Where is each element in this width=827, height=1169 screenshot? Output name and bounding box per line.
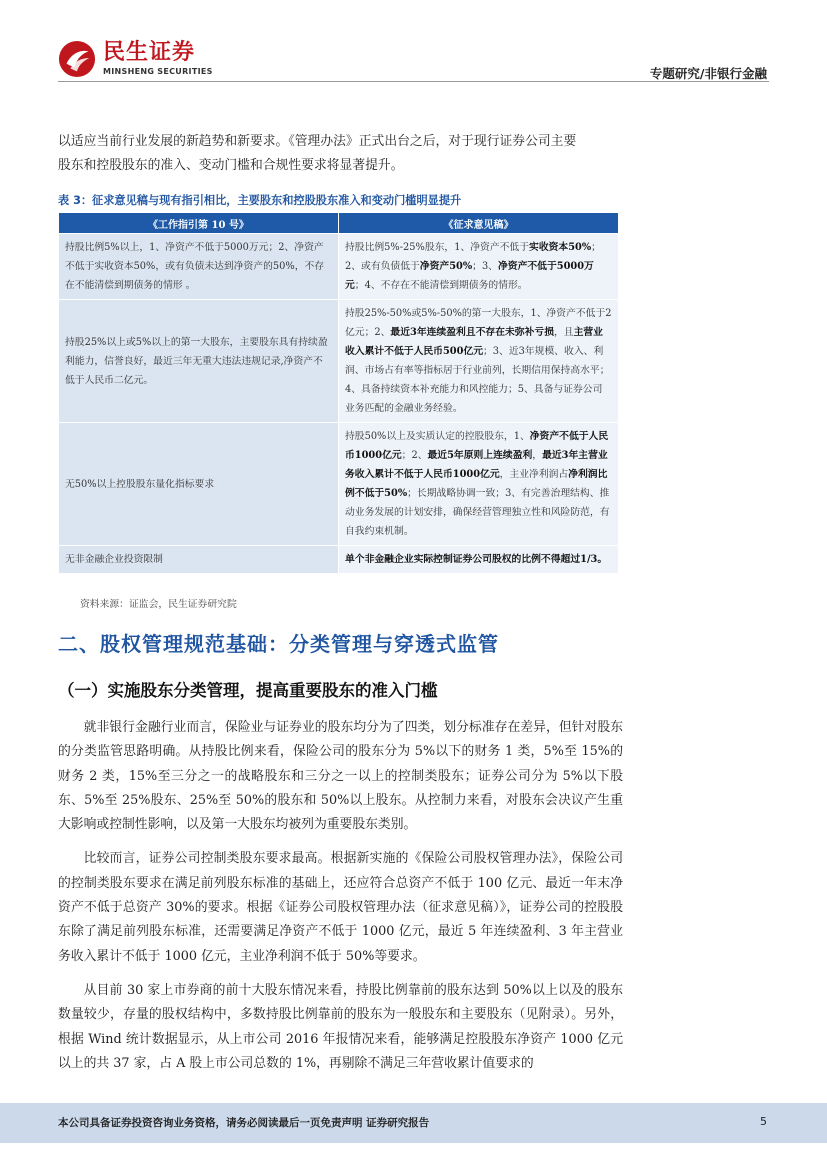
page-footer <box>0 1103 827 1143</box>
cell-text: ；长期战略协调一致；3、有完善治理结构、推动业务发展的计划安排，确保经营管理独立性和风险防范，有自我约束机制。 <box>345 488 610 537</box>
table-cell-draft-requirement <box>339 546 619 574</box>
table-caption: 表 3：征求意见稿与现有指引相比，主要股东和控股股东准入和变动门槛明显提升 <box>58 194 462 207</box>
highlight-text: 单个非金融企业实际控制证券公司股权的比例不得超过1/3。 <box>345 554 608 565</box>
brand-name-cn: 民生证券 <box>103 40 196 65</box>
table-row <box>59 423 619 546</box>
table-cell-draft-requirement <box>339 423 619 546</box>
highlight-text: 主营业收入累计不低于人民币500亿元 <box>345 327 603 357</box>
highlight-text: 最近3年连续盈利且不存在未弥补亏损 <box>390 327 554 338</box>
table-header-left: 《工作指引第 10 号》 <box>59 213 339 234</box>
highlight-text: 最近5年原则上连续盈利 <box>427 450 533 461</box>
highlight-text: 净利润比例不低于50% <box>345 469 608 499</box>
highlight-text: 净资产不低于人民币1000亿元 <box>345 431 609 461</box>
cell-text: ，且 <box>554 327 574 338</box>
cell-text: ；2、 <box>401 450 428 461</box>
footer-disclaimer: 本公司具备证券投资咨询业务资格，请务必阅读最后一页免责声明 证券研究报告 <box>58 1117 430 1129</box>
table-source: 资料来源：证监会，民生证券研究院 <box>80 599 237 610</box>
highlight-text: 实收资本50% <box>529 242 592 253</box>
table-cell-current-guideline: 无非金融企业投资限制 <box>59 546 339 574</box>
table-cell-current-guideline: 持股25%以上或5%以上的第一大股东，主要股东具有持续盈利能力，信誉良好，最近三年无重大违法违规记录,净资产不低于人民币二亿元。 <box>59 300 339 423</box>
body-text <box>58 716 623 1086</box>
comparison-table <box>58 212 619 574</box>
cell-text: ；3、 <box>472 261 498 272</box>
table-row <box>59 546 619 574</box>
cell-text: ；2、或有负债低于 <box>345 242 601 272</box>
cell-text: ，主业净利润占 <box>499 469 569 480</box>
brand-name-en: MINSHENG SECURITIES <box>103 67 213 76</box>
intro-line-1: 以适应当前行业发展的新趋势和新要求。《管理办法》正式出台之后，对于现行证券公司主要 <box>58 134 577 149</box>
paragraph: 就非银行金融行业而言，保险业与证券业的股东均分为了四类，划分标准存在差异，但针对股东的分类监管思路明确。从持股比例来看，保险公司的股东分为 5%以下的财务 1 类，5%至 15%的财务 2 类，15%至三分之一的战略股东和三分之一以上的控制类股东；证券公司分为 5%以下股东、5%至 25%股东、25%至 50%的股东和 50%以上股东。从控制力来看，对股东会决议产生重大影响或控制性影响，以及第一大股东均被列为重要股东类别。 <box>58 720 623 833</box>
cell-text: 持股比例5%-25%股东，1、净资产不低于 <box>345 242 530 253</box>
intro-text <box>58 130 618 178</box>
cell-text: 持股25%-50%或5%-50%的第一大股东，1、净资产不低于2亿元；2、 <box>345 308 612 338</box>
paragraph: 比较而言，证券公司控制类股东要求最高。根据新实施的《保险公司股权管理办法》，保险公司的控制类股东要求在满足前列股东标准的基础上，还应符合总资产不低于 100 亿元、最近一年末净资产不低于总资产 30%的要求。根据《证券公司股权管理办法（征求意见稿）》，证券公司的控股股东除了满足前列股东标准，还需要满足净资产不低于 1000 亿元，最近 5 年连续盈利、3 年主营业务收入累计不低于 1000 亿元，主业净利润不低于 50%等要求。 <box>58 851 623 964</box>
intro-line-2: 股东和控股股东的准入、变动门槛和合规性要求将显著提升。 <box>58 158 404 173</box>
cell-text: ；3、近3年规模、收入、利润、市场占有率等指标居于行业前列，长期信用保持高水平；4、具备持续资本补充能力和风控能力；5、具备与证券公司业务匹配的金融业务经验。 <box>345 346 610 414</box>
table-cell-current-guideline: 无50%以上控股股东量化指标要求 <box>59 423 339 546</box>
table-cell-draft-requirement <box>339 300 619 423</box>
cell-text: ， <box>532 450 543 461</box>
table-cell-current-guideline: 持股比例5%以上，1、净资产不低于5000万元；2、净资产不低于实收资本50%，或有负债未达到净资产的50%，不存在不能清偿到期债务的情形 。 <box>59 234 339 300</box>
page-number: 5 <box>760 1115 767 1128</box>
highlight-text: 净资产50% <box>419 261 473 272</box>
highlight-text: 净资产不低于5000万元 <box>345 261 594 291</box>
page-header <box>0 0 827 82</box>
table-header-right: 《征求意见稿》 <box>339 213 619 234</box>
section-heading: 二、股权管理规范基础：分类管理与穿透式监管 <box>58 632 499 656</box>
minsheng-logo-icon <box>58 40 96 78</box>
subsection-heading: （一）实施股东分类管理，提高重要股东的准入门槛 <box>58 681 438 700</box>
cell-text: ；4、不存在不能清偿到期债务的情形。 <box>354 280 528 291</box>
table-row <box>59 300 619 423</box>
table-header-row <box>59 213 619 234</box>
cell-text: 持股50%以上及实质认定的控股股东，1、 <box>345 431 530 442</box>
highlight-text: 最近3年主营业务收入累计不低于人民币1000亿元 <box>345 450 608 480</box>
paragraph: 从目前 30 家上市券商的前十大股东情况来看，持股比例靠前的股东达到 50%以上以及的股东数量较少，存量的股权结构中，多数持股比例靠前的股东为一般股东和主要股东（见附录）。另外，根据 Wind 统计数据显示，从上市公司 2016 年报情况来看，能够满足控股股东净资产 1000 亿元以上的共 37 家，占 A 股上市公司总数的 1%，再剔除不满足三年营收累计值要求的 <box>58 982 623 1071</box>
table-cell-draft-requirement <box>339 234 619 300</box>
header-divider <box>58 81 769 82</box>
report-category: 专题研究/非银行金融 <box>649 66 767 81</box>
table-row <box>59 234 619 300</box>
